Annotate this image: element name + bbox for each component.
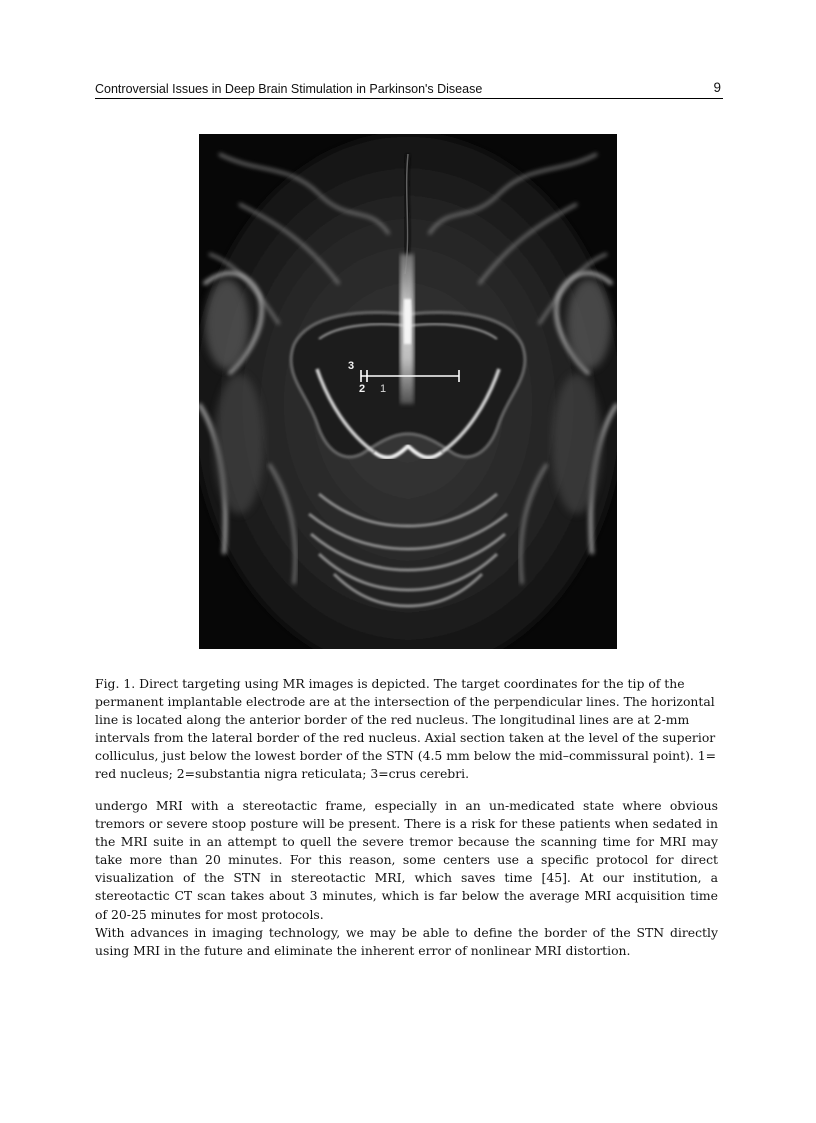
body-text bbox=[95, 797, 718, 960]
figure-caption: Fig. 1. Direct targeting using MR images is depicted. The target coordinates for the tip of the permanent implantable electrode are at the intersection of the perpendicular lines. The horizontal line is located along the anterior border of the red nucleus. The longitudinal lines are at 2-mm intervals from the lateral border of the red nucleus. Axial section taken at the level of the superior colliculus, just below the lowest border of the STN (4.5 mm below the mid–commissural point). 1= red nucleus; 2=substantia nigra reticulata; 3=crus cerebri. bbox=[95, 676, 717, 782]
paragraph: undergo MRI with a stereotactic frame, especially in an un-medicated state where obvious tremors or severe stoop posture will be present. There is a risk for these patients when sedated in the MRI suite in an attempt to quell the severe tremor because the scanning time for MRI may take more than 20 minutes. For this reason, some centers use a specific protocol for direct visualization of the STN in stereotactic MRI, which saves time [45]. At our institution, a stereotactic CT scan takes about 3 minutes, which is far below the average MRI acquisition time of 20-25 minutes for most protocols. bbox=[95, 798, 718, 922]
page-number: 9 bbox=[713, 80, 721, 95]
label-crus-cerebri: 3 bbox=[348, 360, 355, 372]
mri-figure bbox=[199, 134, 617, 649]
paragraph: With advances in imaging technology, we may be able to define the border of the STN directly using MRI in the future and eliminate the inherent error of nonlinear MRI distortion. bbox=[95, 924, 718, 958]
mri-axial-image bbox=[199, 134, 617, 649]
label-red-nucleus: 1 bbox=[380, 383, 387, 395]
label-substantia-nigra: 2 bbox=[359, 383, 366, 395]
running-head bbox=[95, 80, 723, 99]
running-title: Controversial Issues in Deep Brain Stimulation in Parkinson's Disease bbox=[95, 82, 483, 96]
